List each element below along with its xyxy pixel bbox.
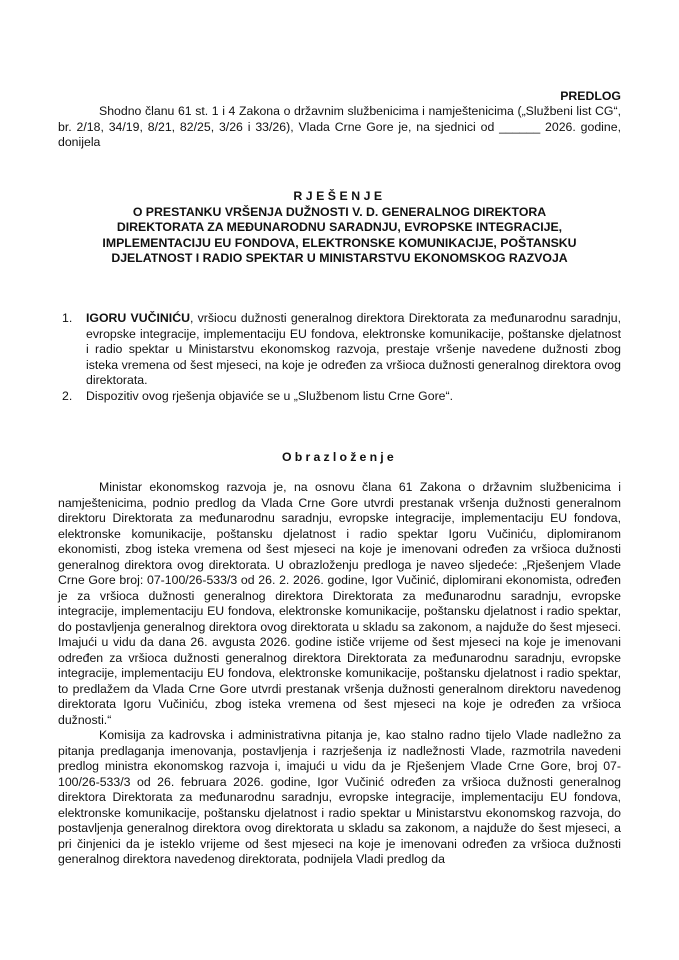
explanation-title: Obrazloženje	[282, 450, 397, 464]
item-body: Dispozitiv ovog rješenja objaviće se u „Službenom listu Crne Gore“.	[86, 388, 454, 403]
explanation-body	[58, 480, 621, 868]
item-name: IGORU VUČINIĆU	[86, 311, 190, 325]
item-number: 1.	[62, 311, 73, 325]
item-body: , vršiocu dužnosti generalnog direktora Direktorata za međunarodnu saradnju, evropske integracije, implementaciju EU fondova, elektronske komunikacije, poštanske djelatnost i radio spektar u Ministarstvu ekonomskog razvoja, prestaje vršenje navedene dužnosti zbog isteka vremena od šest mjeseci, na koje je određen za vršioca dužnosti generalnog direktora ovog direktorata.	[86, 311, 621, 387]
item-text	[86, 311, 621, 389]
dispositive-list	[58, 311, 621, 404]
list-item	[58, 311, 621, 389]
title-line-3: IMPLEMENTACIJU EU FONDOVA, ELEKTRONSKE KOMUNIKACIJE, POŠTANSKU	[102, 235, 577, 250]
predlog-label: PREDLOG	[560, 89, 621, 103]
title-line-4: DJELATNOST I RADIO SPEKTAR U MINISTARSTVU EKONOMSKOG RAZVOJA	[111, 251, 568, 266]
decision-heading: RJEŠENJE	[293, 189, 386, 203]
title-line-2: DIREKTORATA ZA MEĐUNARODNU SARADNJU, EVROPSKE INTEGRACIJE,	[116, 220, 563, 235]
decision-title	[58, 189, 621, 267]
explanation-paragraph-2: Komisija za kadrovska i administrativna pitanja je, kao stalno radno tijelo Vlade nadležno za pitanja predlaganja imenovanja, postavljenja i razrješenja iz nadležnosti Vlade, razmotrila navedeni predlog ministra ekonomskog razvoja i, imajući u vidu da je Rješenjem Vlade Crne Gore, broj 07-100/26-533/3 od 26. februara 2026. godine, Igor Vučinić određen za vršioca dužnosti generalnog direktora Direktorata za međunarodnu saradnju, evropske integracije, implementaciju EU fondova, elektronske komunikacije, poštansku djelatnost i radio spektar u Ministarstvu ekonomskog razvoja, do postavljenja generalnog direktora ovog direktorata u skladu sa zakonom, a najduže do šest mjeseci, a pri činjenici da je isteklo vrijeme od šest mjeseci na koje je imenovani određen za vršioca dužnosti generalnog direktora navedenog direktorata, podnijela Vladi predlog da	[58, 728, 621, 866]
intro-paragraph: Shodno članu 61 st. 1 i 4 Zakona o državnim službenicima i namještenicima („Službeni list CG“, br. 2/18, 34/19, 8/21, 82/25, 3/26 i 33/26), Vlada Crne Gore je, na sjednici od ______ 2026. godine, donijela	[58, 104, 621, 149]
item-text	[86, 389, 621, 405]
explanation-paragraph-1: Ministar ekonomskog razvoja je, na osnovu člana 61 Zakona o državnim službenicima i namještenicima, podnio predlog da Vlada Crne Gore utvrdi prestanak vršenja dužnosti generalnom direktoru Direktorata za međunarodnu saradnju, evropske integracije, implementaciju EU fondova, elektronske komunikacije, poštansku djelatnost i radio spektar Igoru Vučiniću, diplomiranom ekonomisti, zbog isteka vremena od šest mjeseci na koje je imenovani određen za vršioca dužnosti generalnog direktora ovog direktorata. U obrazloženju predloga je naveo sljedeće: „Rješenjem Vlade Crne Gore broj: 07-100/26-533/3 od 26. 2. 2026. godine, Igor Vučinić, diplomirani ekonomista, određen je za vršioca dužnosti generalnog direktora Direktorata za međunarodnu saradnju, evropske integracije, implementaciju EU fondova, elektronske komunikacije, poštansku djelatnost i radio spektar, do postavljenja generalnog direktora ovog direktorata u skladu sa zakonom, a najduže do šest mjeseci. Imajući u vidu da dana 26. avgusta 2026. godine ističe vrijeme od šest mjeseci na koje je imenovani određen za vršioca dužnosti generalnog direktora Direktorata za međunarodnu saradnju, evropske integracije, implementaciju EU fondova, elektronske komunikacije, poštansku djelatnost i radio spektar, to predlažem da Vlada Crne Gore utvrdi prestanak vršenja dužnosti generalnom direktoru navedenog direktorata Igoru Vučiniću, zbog isteka vremena od šest mjeseci na koje je određen za vršioca dužnosti.“	[58, 480, 621, 727]
title-line-1: O PRESTANKU VRŠENJA DUŽNOSTI V. D. GENERALNOG DIREKTORA	[132, 204, 547, 219]
list-item	[58, 389, 621, 405]
item-number: 2.	[62, 388, 73, 403]
